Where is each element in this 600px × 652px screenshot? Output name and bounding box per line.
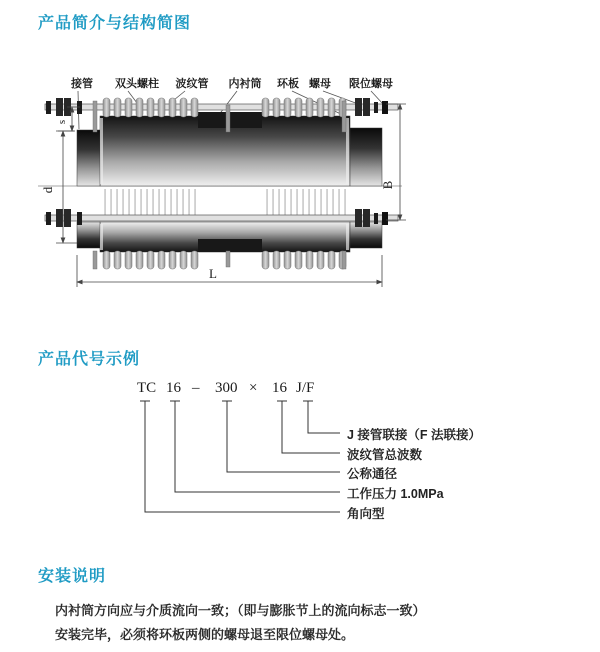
code-segment-pressure: 16 — [166, 380, 181, 396]
callout-conn: J 接管联接（F 法联接） — [347, 428, 482, 442]
callout-type: 角向型 — [347, 507, 385, 521]
callout-waves: 波纹管总波数 — [347, 448, 423, 462]
code-segment-type: TC — [137, 380, 157, 396]
diagram-part-labels — [70, 76, 393, 90]
code-segment-dn: 300 — [215, 380, 238, 396]
install-line-2: 安装完毕，必须将环板两侧的螺母退至限位螺母处。 — [55, 627, 355, 642]
section-title-install: 安装说明 — [38, 568, 107, 585]
install-line-1: 内衬筒方向应与介质流向一致；（即与膨胀节上的流向标志一致） — [55, 603, 426, 618]
code-segment-conn: J/F — [296, 380, 315, 396]
interior-bellows-lines — [103, 189, 348, 215]
code-segment-waves: 16 — [272, 380, 287, 396]
part-label-bellows: 波纹管 — [175, 78, 209, 90]
section-title-code: 产品代号示例 — [38, 351, 141, 368]
dim-B-label: B — [380, 180, 395, 190]
callout-pressure: 工作压力 1.0MPa — [347, 487, 444, 501]
dim-d-label: d — [40, 186, 55, 194]
part-label-stud: 双头螺柱 — [115, 78, 159, 90]
part-label-pipe-end: 接管 — [71, 78, 93, 90]
part-label-inner-sleeve: 内衬筒 — [228, 78, 262, 90]
part-label-ring-plate: 环板 — [277, 78, 299, 90]
section-title-intro: 产品简介与结构简图 — [38, 15, 192, 32]
structure-diagram — [30, 65, 450, 310]
code-segment-times: × — [249, 380, 258, 396]
callout-dn: 公称通径 — [347, 467, 398, 481]
part-label-nut: 螺母 — [309, 78, 331, 90]
body-lower — [77, 222, 382, 252]
code-segment-dash: – — [192, 380, 200, 396]
part-label-limit-nut: 限位螺母 — [349, 78, 393, 90]
bellows-convolutions-lower — [103, 251, 346, 269]
dim-L-label: L — [209, 266, 217, 281]
dim-s-label: s — [56, 119, 68, 125]
code-callout-lines — [100, 395, 360, 520]
